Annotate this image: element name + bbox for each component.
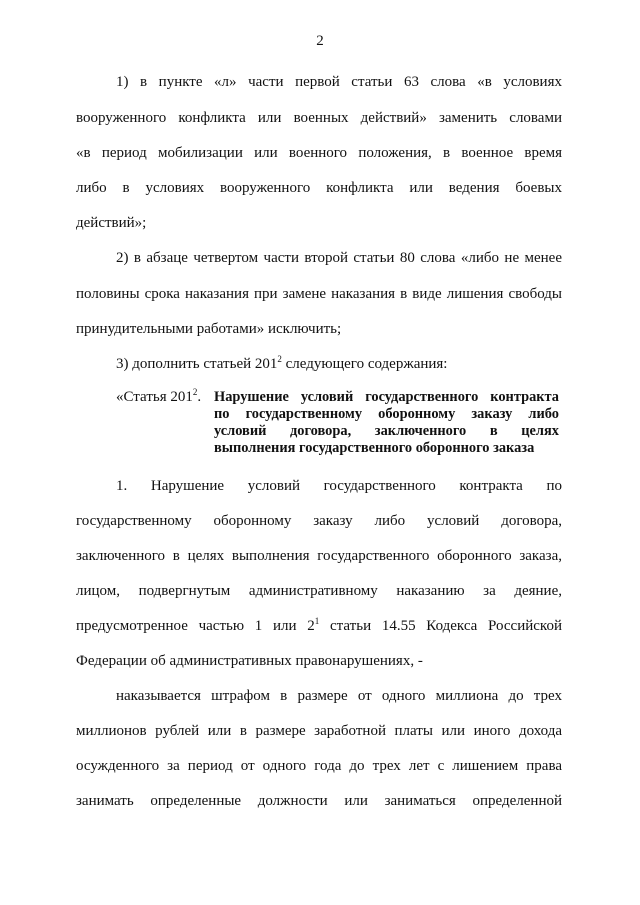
para1-line5: действий»; <box>76 215 147 231</box>
para2-line1: 2) в абзаце четвертом части второй статьи 80 слова «либо не менее <box>116 250 562 266</box>
para5-line1: наказывается штрафом в размере от одного миллиона до трех <box>116 688 562 704</box>
article-label <box>116 388 201 406</box>
para1-line1: 1) в пункте «л» части первой статьи 63 слова «в условиях <box>116 74 562 90</box>
article-title-line1: Нарушение условий государственного контракта <box>214 389 559 405</box>
article-title-line4: выполнения государственного оборонного заказа <box>214 440 535 456</box>
para3-superscript: 2 <box>277 354 282 364</box>
para4-line1: 1. Нарушение условий государственного контракта по <box>116 478 562 494</box>
para4-line5-before: предусмотренное частью 1 или 2 <box>76 618 315 634</box>
article-label-text: «Статья 201 <box>116 389 193 405</box>
para1-line4: либо в условиях вооруженного конфликта или ведения боевых <box>76 180 562 196</box>
page-number: 2 <box>316 33 324 49</box>
para3-line <box>116 355 562 373</box>
para4-line5-superscript: 1 <box>314 616 320 626</box>
para4-line2: государственному оборонному заказу либо условий договора, <box>76 513 562 529</box>
article-label-dot: . <box>197 389 202 405</box>
para1-line2: вооруженного конфликта или военных действий» заменить словами <box>76 110 562 126</box>
para5-line4: занимать определенные должности или заниматься определенной <box>76 793 562 809</box>
para4-line6: Федерации об административных правонарушениях, - <box>76 653 423 669</box>
para5-line3: осужденного за период от одного года до трех лет с лишением права <box>76 758 562 774</box>
para1-line3: «в период мобилизации или военного положения, в военное время <box>76 145 562 161</box>
para3-text-before: 3) дополнить статьей 201 <box>116 356 278 372</box>
article-title-line2: по государственному оборонному заказу либо <box>214 406 559 422</box>
para2-line2: половины срока наказания при замене наказания в виде лишения свободы <box>76 286 562 302</box>
para4-line5-after: статьи 14.55 Кодекса Российской <box>319 618 562 634</box>
para4-line5 <box>76 617 562 635</box>
para5-line2: миллионов рублей или в размере заработной платы или иного дохода <box>76 723 562 739</box>
article-label-superscript: 2 <box>192 387 198 397</box>
para2-line3: принудительными работами» исключить; <box>76 321 342 337</box>
para4-line3: заключенного в целях выполнения государственного оборонного заказа, <box>76 548 562 564</box>
para4-line4: лицом, подвергнутым административному наказанию за деяние, <box>76 583 562 599</box>
article-title-line3: условий договора, заключенного в целях <box>214 423 559 439</box>
para3-text-after: следующего содержания: <box>281 356 448 372</box>
